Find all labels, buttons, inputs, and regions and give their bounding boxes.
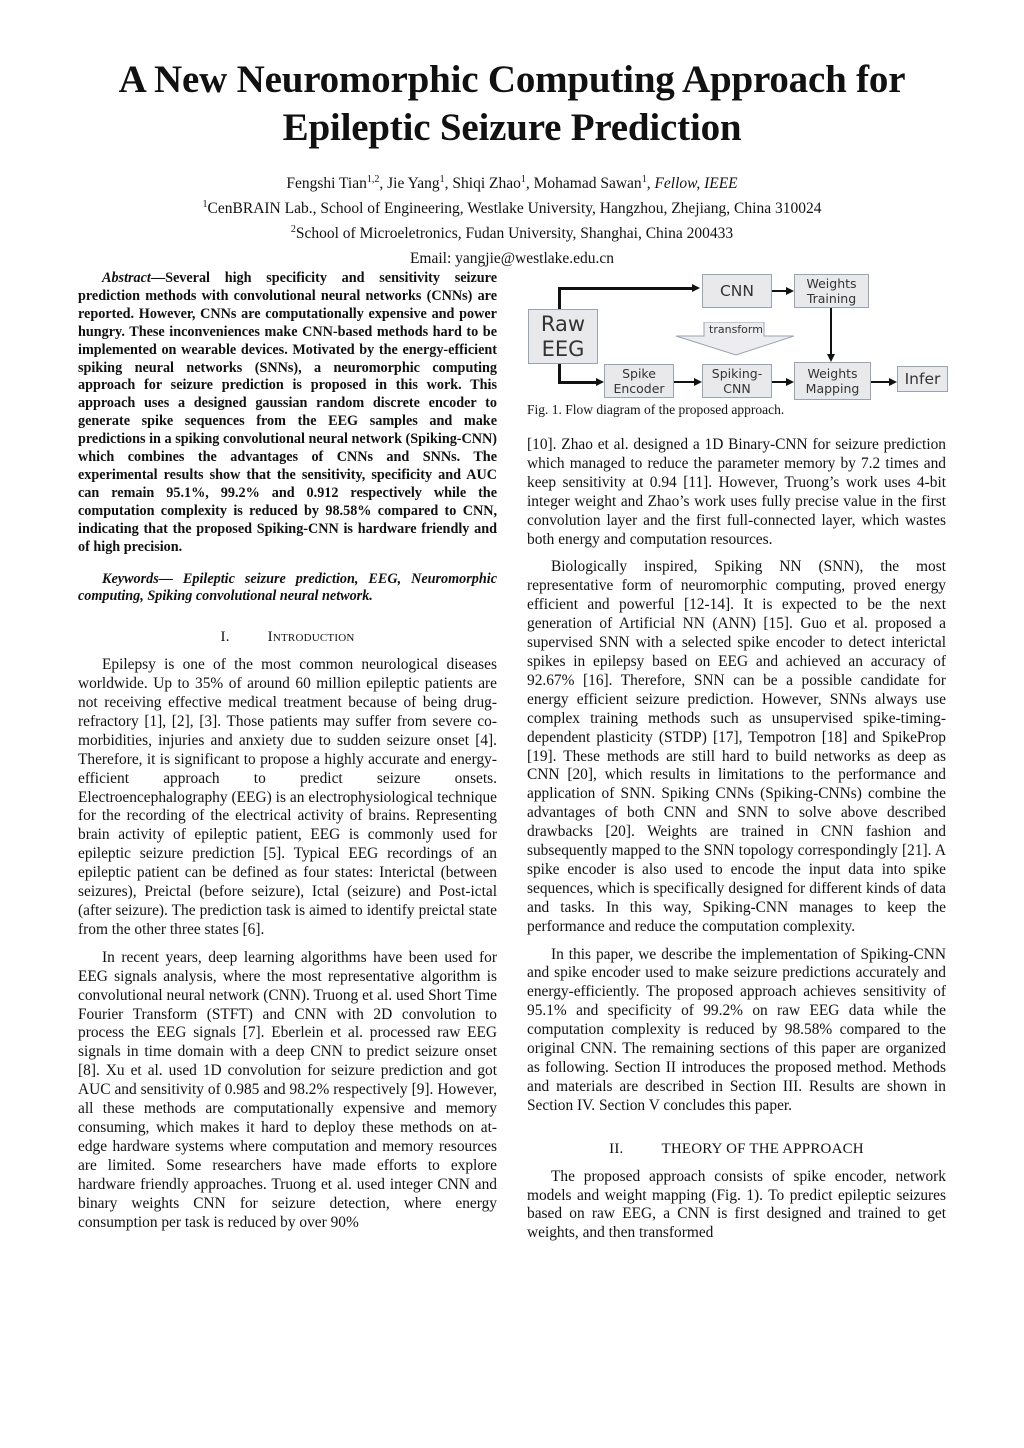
section-title: THEORY OF THE APPROACH [661, 1140, 864, 1157]
right-column [527, 436, 946, 1243]
author-block [40, 171, 984, 271]
author-list: Fengshi Tian$^{1,2}$, Jie Yang$^1$, Shiqi Zhao$^1$, Mohamad Sawan$^1$, Fellow, IEEE [286, 173, 738, 192]
author-name: Shiqi Zhao [452, 175, 521, 192]
title-line-2: Epileptic Seizure Prediction [282, 106, 742, 149]
arrow-training-to-mapping [830, 308, 832, 356]
arrow-encoder-to-spiking [674, 381, 696, 383]
node-spike-encoder: Spike Encoder [604, 364, 674, 398]
node-weights-mapping: Weights Mapping [794, 362, 871, 400]
author-suffix: Fellow, IEEE [654, 175, 738, 192]
author-affiliation-mark: 1 [641, 173, 647, 185]
node-spiking-cnn: Spiking-CNN [702, 364, 772, 398]
arrowhead-icon [694, 378, 702, 386]
arrow-mapping-to-infer [871, 381, 891, 383]
affiliation-text: School of Microeletronics, Fudan University, Shanghai, China 200433 [295, 225, 734, 242]
keywords [78, 571, 497, 607]
arrow-raw-to-cnn [558, 287, 694, 290]
body-paragraph: Biologically inspired, Spiking NN (SNN), the most representative form of neuromorphic computing, proved energy efficient and powerful [12-14]. It is expected to be the next generation of Artificial NN (ANN) [15]. Guo et al. proposed a supervised SNN with a selected spike encoder to detect interictal spikes in epilepsy based on EEG and achieved an accuracy of 92.67% [16]. Therefore, SNN can be a possible candidate for energy efficient seizure prediction. However, SNNs always use complex training methods such as unsupervised spike-timing-dependent plasticity (STDP) [17], Tempotron [18] and SpikeProp [19]. These methods are still hard to build networks as deep as CNN [20], which results in limitations to the performance and application of SNN. Spiking CNNs (Spiking-CNNs) combine the advantages of both CNN and SNN to solve above described drawbacks [20]. Weights are trained in CNN fashion and subsequently mapped to the SNN topology correspondingly [21]. A spike encoder is also used to encode the input data into spike sequences, which is specifically designed for different kinds of data and tasks. In this way, Spiking-CNN manages to keep the performance and reduce the computation complexity. [527, 558, 946, 935]
author-affiliation-mark: 1 [520, 173, 526, 185]
figure-1-flow-diagram [524, 270, 954, 400]
abstract [78, 270, 497, 557]
arrow-line [558, 288, 561, 310]
abstract-dash: — [150, 270, 166, 286]
left-column [78, 270, 497, 1232]
keywords-label: Keywords— [102, 570, 173, 587]
arrowhead-icon [786, 378, 794, 386]
affiliation-2 [40, 221, 984, 246]
arrowhead-icon [692, 284, 700, 292]
affiliation-mark: 1 [202, 198, 208, 210]
section-title: Introduction [267, 629, 355, 646]
arrowhead-icon [786, 287, 794, 295]
node-cnn: CNN [702, 274, 772, 308]
section-heading-introduction [78, 628, 497, 647]
arrow-raw-to-encoder [558, 381, 598, 384]
title-line-1: A New Neuromorphic Computing Approach for [118, 58, 906, 101]
affiliation-text: CenBRAIN Lab., School of Engineering, Westlake University, Hangzhou, Zhejiang, China 310024 [207, 200, 822, 217]
author-affiliation-mark: 1,2 [366, 173, 380, 185]
author-affiliation-mark: 1 [439, 173, 445, 185]
section-number: II. [609, 1140, 624, 1157]
keywords-text: Epileptic seizure prediction, EEG, Neuromorphic computing, Spiking convolutional neural network. [78, 570, 497, 605]
author-name: Jie Yang [387, 175, 440, 192]
arrowhead-icon [827, 354, 835, 362]
body-paragraph: [10]. Zhao et al. designed a 1D Binary-CNN for seizure prediction which managed to reduce the parameter memory by 7.2 times and keep sensitivity at 0.94 [11]. However, Truong’s work uses 4-bit integer weight and Zhao’s work uses fully precise value in the first convolution layer and the first full-connected layer, which wastes both energy and computation resources. [527, 436, 946, 548]
abstract-label: Abstract [102, 270, 151, 286]
body-paragraph: In recent years, deep learning algorithms have been used for EEG signals analysis, where the most representative algorithm is convolutional neural network (CNN). Truong et al. used Short Time Fourier Transform (STFT) and CNN with 2D convolution to process the EEG signals [7]. Eberlein et al. processed raw EEG signals in time domain with a deep CNN to predict seizure onset [8]. Xu et al. used 1D convolution for seizure prediction and got AUC and sensitivity of 0.985 and 98.2% respectively [9]. However, all these methods are computationally expensive and memory consuming, which makes it hard to deploy these methods on at-edge hardware systems where computation and memory resources are limited. Some researchers have made efforts to explore hardware friendly approaches. Truong et al. used integer CNN and binary weights CNN for seizure detection, where energy consumption per task is reduced by over 90% [78, 948, 497, 1231]
body-paragraph: Epilepsy is one of the most common neurological diseases worldwide. Up to 35% of around 60 million epileptic patients are not receiving effective medical treatment because of being drug-refractory [1], [2], [3]. Those patients may suffer from severe co-morbidities, injuries and anxiety due to sudden seizure onset [4]. Therefore, it is significant to propose a highly accurate and energy-efficient approach to predict seizure onsets. Electroencephalography (EEG) is an electrophysiological technique for the recording of the electrical activity of brains. Representing brain activity of epileptic patient, EEG is commonly used for epileptic seizure prediction [5]. Typical EEG recordings of an epileptic patient can be defined as four states: Interictal (between seizures), Preictal (before seizure), Ictal (seizure) and Post-ictal (after seizure). The prediction task is aimed to identify preictal state from the other three states [6]. [78, 656, 497, 938]
body-paragraph: In this paper, we describe the implementation of Spiking-CNN and spike encoder used to make seizure predictions accurately and energy-efficiently. The proposed approach achieves sensitivity of 95.1% and specificity of 99.2% on raw EEG data while the computation complexity is reduced by 98.58% compared to the original CNN. The remaining sections of this paper are organized as following. Section II introduces the proposed method. Methods and materials are described in Section III. Results are shown in Section IV. Section V concludes this paper. [527, 945, 946, 1114]
affiliation-mark: 2 [290, 223, 296, 235]
arrowhead-icon [596, 378, 604, 386]
author-name: Mohamad Sawan [533, 175, 642, 192]
author-name: Fengshi Tian [286, 175, 367, 192]
section-heading-theory [527, 1140, 946, 1159]
node-raw-eeg: Raw EEG [528, 309, 598, 364]
node-weights-training: Weights Training [794, 274, 869, 308]
paper-title [40, 56, 984, 152]
abstract-text: Several high specificity and sensitivity seizure prediction methods with convolutional neural networks (CNNs) are reported. However, CNNs are computationally expensive and power hungry. These inconveniences make CNN-based methods hard to be implemented on wearable devices. Motivated by the energy-efficient spiking neural networks (SNNs), a neuromorphic computing approach for seizure prediction is proposed in this work. This approach uses a designed gaussian random discrete encoder to generate spike sequences from the EEG samples and make predictions in a spiking convolutional neural network (Spiking-CNN) which combines the advantages of CNNs and SNNs. The experimental results show that the sensitivity, specificity and AUC can remain 95.1%, 99.2% and 0.912 respectively while the computation complexity is reduced by 98.58% compared to CNN, indicating that the proposed Spiking-CNN is hardware friendly and of high precision. [78, 270, 497, 555]
arrowhead-icon [889, 378, 897, 386]
affiliation-1 [40, 196, 984, 221]
author-email: Email: yangjie@westlake.edu.cn [409, 250, 615, 267]
node-infer: Infer [897, 366, 948, 392]
transform-label: transform [709, 323, 763, 336]
body-paragraph: The proposed approach consists of spike encoder, network models and weight mapping (Fig. 1). To predict epileptic seizures based on raw EEG, a CNN is first designed and trained to get weights, and then transformed [527, 1167, 946, 1242]
section-number: I. [220, 629, 230, 646]
figure-1-caption: Fig. 1. Flow diagram of the proposed approach. [527, 402, 785, 417]
